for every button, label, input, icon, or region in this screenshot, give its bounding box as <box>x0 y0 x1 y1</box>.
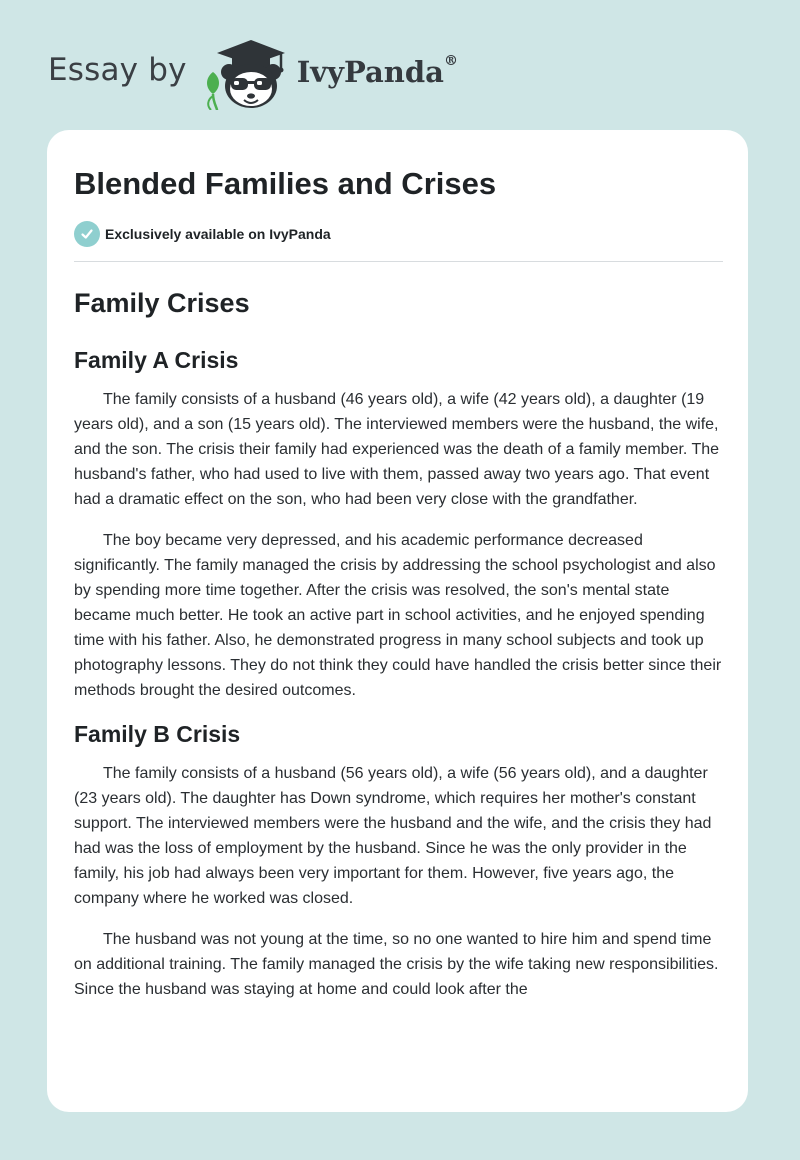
badge-text: Exclusively available on IvyPanda <box>105 226 331 242</box>
paragraph: The family consists of a husband (46 years old), a wife (42 years old), a daughter (19 years old), and a son (15 years old). The interviewed members were the husband, the wife, and the son. The crisis their family had experienced was the death of a family member. The husband's father, who had used to live with them, passed away two years ago. That event had a dramatic effect on the son, who had been very close with the grandfather. <box>74 391 720 508</box>
divider <box>74 261 723 262</box>
essay-by-label: Essay by <box>48 52 187 88</box>
subsection-heading: Family A Crisis <box>74 347 239 373</box>
essay-content <box>74 285 723 1012</box>
section-title: Family Crises <box>74 288 250 318</box>
brand-name[interactable] <box>297 55 458 89</box>
subsection-heading: Family B Crisis <box>74 721 241 747</box>
check-icon <box>74 221 100 247</box>
page-title: Blended Families and Crises <box>74 166 497 201</box>
paragraph: The husband was not young at the time, so no one wanted to hire him and spend time on additional training. The family managed the crisis by the wife taking new responsibilities. Since the husband was staying at home and could look after the <box>74 931 719 998</box>
brand-text: IvyPanda <box>296 55 444 89</box>
exclusive-badge <box>74 221 331 247</box>
registered-mark: ® <box>443 53 458 69</box>
paragraph: The boy became very depressed, and his academic performance decreased significantly. The family managed the crisis by addressing the school psychologist and also by spending more time together. After the crisis was resolved, the son's mental state became much better. He took an active part in school activities, and he enjoyed spending time with his father. Also, he demonstrated progress in many school subjects and took up photography lessons. They do not think they could have handled the crisis better since their methods brought the desired outcomes. <box>74 532 722 699</box>
essay-card <box>47 130 748 1112</box>
paragraph: The family consists of a husband (56 years old), a wife (56 years old), and a daughter (23 years old). The daughter has Down syndrome, which requires her mother's constant support. The interviewed members were the husband and the wife, and the crisis they had had was the loss of employment by the husband. Since he was the only provider in the family, his job had always been very important for them. However, five years ago, the company where he worked was closed. <box>74 765 712 907</box>
panda-logo-icon[interactable] <box>201 36 293 110</box>
site-header <box>48 36 458 110</box>
